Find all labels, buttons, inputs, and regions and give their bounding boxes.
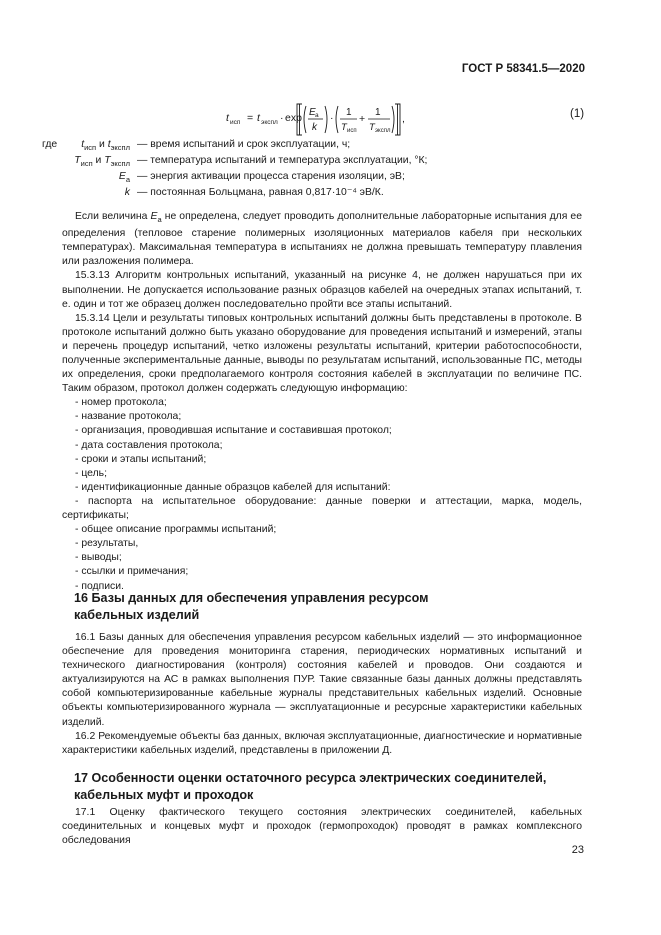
formula-T-isp-sub: исп: [347, 128, 357, 134]
formula-T-isp: T: [341, 122, 347, 133]
sym-sub-a: a: [125, 175, 130, 185]
paragraph-16-2: 16.2 Рекомендуемые объекты баз данных, включая эксплуатационные, диагностические и нормативные характеристики кабельных изделий, представлены в приложении Д.: [62, 730, 582, 756]
formula-comma: ,: [402, 113, 405, 125]
equation-number: (1): [570, 108, 585, 120]
formula-dot2: ·: [330, 112, 334, 124]
section-17-body: [62, 806, 582, 848]
sym-sub-ekspl: экспл: [110, 159, 130, 169]
paragraph-16-1: 16.1 Базы данных для обеспечения управления ресурсом кабельных изделий — это информационное обеспечение для проведения мониторинга старения, периодических нормативных испытаний и технического диагностирования (контроля) состояния кабелей и проводов. Они создаются и актуализируются на АС в рамках выполнения ПУР. Такие связанные базы данных должны представлять собой компьютеризированные кабельные журналы представительных кабельных изделий. Основные объекты компьютеризированного журнала — эксплуатационные и ресурсные характеристики кабельных изделий.: [62, 632, 582, 728]
sym-t: t: [81, 139, 85, 150]
section-16-title-line1: 16 Базы данных для обеспечения управления ресурсом: [74, 591, 429, 605]
sym-T2: T: [104, 155, 111, 166]
formula-eq: =: [247, 112, 254, 124]
formula-t-ekspl: t: [257, 112, 260, 124]
para1-sub: a: [157, 215, 162, 225]
paragraph-ea: [62, 210, 582, 269]
list-item: - цель;: [75, 467, 107, 479]
sym-T: T: [74, 155, 81, 166]
list-item: - идентификационные данные образцов кабелей для испытаний:: [75, 481, 391, 493]
formula-k: k: [312, 122, 317, 133]
formula-T-ekspl-sub: экспл: [375, 128, 391, 134]
sym-sub-isp: исп: [84, 143, 97, 153]
sym-sub-isp: исп: [80, 159, 93, 169]
para1-post: не определена, следует проводить дополнительные лабораторные испытания для ее определения (тепловое старение полимерных изоляционных материалов кабеля при нескольких температурах). Максимальная температура в испытаниях не должна превышать температуру плавления или разложения полимера.: [62, 211, 582, 268]
paragraph-15-3-14: 15.3.14 Цели и результаты типовых контрольных испытаний должны быть представлены в протоколе. В протоколе испытаний должно быть указано оборудование для проведения испытаний и измерений, этапы и перечень процедур испытаний, четко изложены результаты испытаний, критерии работоспособности, полученные экспериментальные данные, выводы по результатам испытаний, использованные ПС, методы их определения, сроки предполагаемого контроля состояния кабелей в эксплуатации по величине ПС. Таким образом, протокол должен содержать следующую информацию:: [62, 312, 582, 395]
formula-Ea-sub: a: [315, 112, 319, 119]
page-number: 23: [571, 844, 584, 856]
formula-t-isp-sub: исп: [230, 119, 241, 126]
list-item: - организация, проводившая испытание и составившая протокол;: [75, 425, 392, 437]
list-item: - ссылки и примечания;: [75, 566, 189, 578]
list-item: - название протокола;: [75, 411, 182, 423]
list-item: - подписи.: [75, 580, 124, 592]
formula-plus: +: [359, 113, 366, 125]
formula-Ea: E: [309, 107, 316, 118]
list-item: - дата составления протокола;: [75, 439, 223, 451]
formula: [0, 100, 661, 140]
body-text-block: [62, 210, 582, 594]
formula-dot1: ·: [280, 112, 284, 124]
list-item: - выводы;: [75, 552, 122, 564]
document-header: ГОСТ Р 58341.5—2020: [461, 63, 585, 75]
definition-text: — температура испытаний и температура эксплуатации, °К;: [137, 155, 428, 166]
paragraph-15-3-13: 15.3.13 Алгоритм контрольных испытаний, указанный на рисунке 4, не должен нарушаться при их выполнении. Не допускается использование разных образцов кабелей на очередных этапах испытаний, т. е. один и тот же образец должен последовательно пройти все этапы испытаний.: [62, 270, 582, 310]
sym-and: и: [99, 139, 105, 150]
definition-text: — энергия активации процесса старения изоляции, эВ;: [137, 171, 405, 182]
definition-text: — время испытаний и срок эксплуатации, ч;: [137, 139, 351, 150]
formula-t-ekspl-sub: экспл: [261, 119, 278, 126]
protocol-contents-list: [62, 396, 582, 593]
where-word: где: [42, 139, 58, 150]
formula-exp: exp: [285, 112, 302, 124]
formula-t-isp: t: [226, 112, 229, 124]
para1-pre: Если величина: [75, 211, 151, 222]
section-16-title-line2: кабельных изделий: [74, 608, 200, 622]
formula-T-ekspl: T: [369, 122, 375, 133]
list-item: - общее описание программы испытаний;: [75, 524, 277, 536]
definition-symbol: k: [124, 187, 130, 198]
sym-t2: t: [107, 139, 111, 150]
sym-E: E: [118, 171, 126, 182]
sym-and: и: [95, 155, 102, 166]
sym-sub-ekspl: экспл: [110, 143, 130, 153]
list-item: - паспорта на испытательное оборудование: данные поверки и аттестации, марка, модель, сертификаты;: [62, 495, 582, 522]
paragraph-17-1: 17.1 Оценку фактического текущего состояния электрических соединителей, кабельных соединительных и концевых муфт и проходок (гермопроходок) проводят в рамках комплексного обследования: [62, 807, 582, 847]
formula-one-a: 1: [346, 107, 352, 118]
para1-sym: E: [150, 211, 158, 222]
list-item: - номер протокола;: [75, 397, 167, 409]
section-16-heading: [74, 590, 594, 624]
formula-one-b: 1: [375, 107, 381, 118]
section-16-body: [62, 631, 582, 758]
definition-text: — постоянная Больцмана, равная 0,817·10⁻⁴ эВ/К.: [137, 187, 384, 198]
section-17-heading: [74, 770, 594, 804]
section-17-title-line2: кабельных муфт и проходок: [74, 788, 254, 802]
list-item: - результаты,: [75, 538, 139, 550]
list-item: - сроки и этапы испытаний;: [75, 453, 207, 465]
section-17-title-line1: 17 Особенности оценки остаточного ресурса электрических соединителей,: [74, 771, 547, 785]
